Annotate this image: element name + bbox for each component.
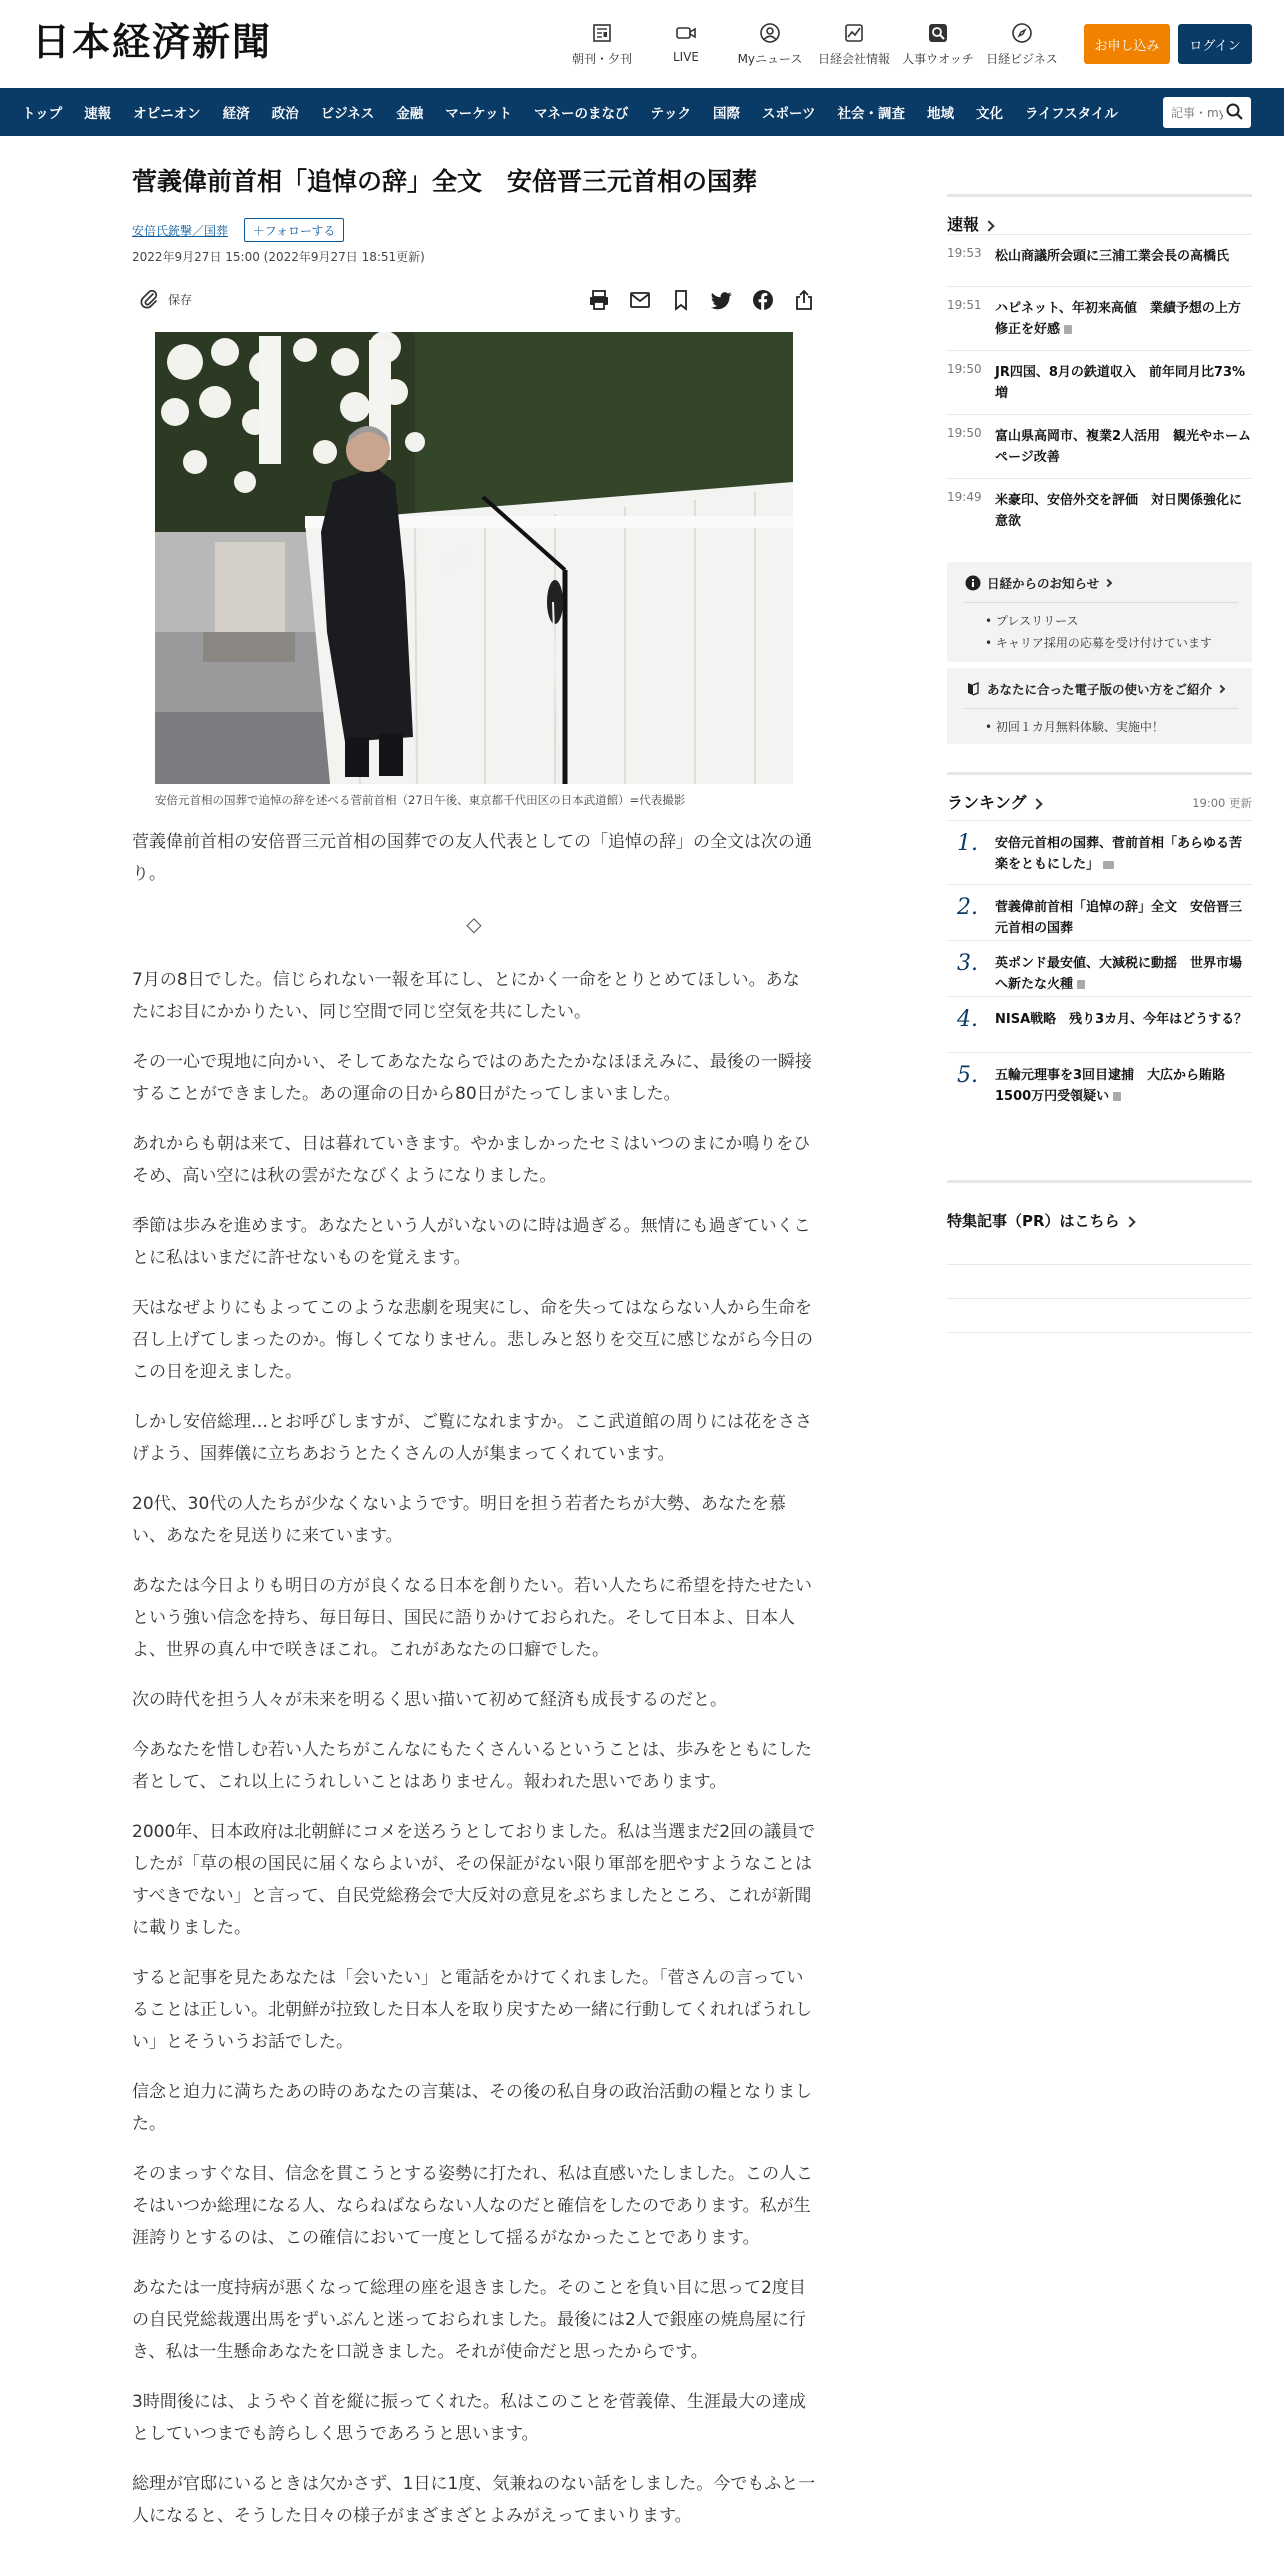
save-label: 保存 (168, 292, 193, 307)
share-icon[interactable] (792, 288, 816, 312)
header-nav-nikkei-business[interactable] (980, 20, 1064, 70)
digital-guide-divider (963, 708, 1238, 709)
article-paragraph: 今あなたを惜しむ若い人たちがこんなにもたくさんいるということは、歩みをともにした者として、これ以上にうれしいことはありません。報われた思いであります。 (132, 1740, 812, 1792)
flash-news-time: 19:50 (947, 426, 982, 440)
header-nav-personnel-watch[interactable] (896, 20, 980, 70)
nav-item[interactable]: テック (650, 106, 692, 122)
ranking-number: 5. (957, 1063, 978, 1088)
digital-guide-box (947, 668, 1252, 744)
lock-icon (1064, 325, 1072, 334)
chevron-right-icon (983, 220, 994, 231)
nikkei-notice-box (947, 562, 1252, 662)
share-buttons (570, 288, 816, 312)
ranking-text (995, 1065, 1252, 1107)
apply-button[interactable]: お申し込み (1084, 24, 1170, 64)
digital-guide-heading[interactable] (965, 680, 1224, 698)
nav-item[interactable]: ビジネス (320, 106, 375, 122)
pr-divider (947, 1264, 1252, 1265)
flash-news-headline: 富山県高岡市、複業2人活用 観光やホームページ改善 (995, 429, 1252, 465)
article-photo (155, 332, 793, 784)
article-paragraph: 2000年、日本政府は北朝鮮にコメを送ろうとしておりました。私は当選まだ2回の議員でしたが「草の根の国民に届くならよいが、その保証がない限り軍部を肥やすようなことはすべきでない」と言って、自民党総務会で大反対の意見をぶちましたところ、これが新聞に載りました。 (132, 1822, 816, 1938)
article-paragraph: すると記事を見たあなたは「会いたい」と電話をかけてくれました。「菅さんの言っていることは正しい。北朝鮮が拉致した日本人を取り戻すため一緒に行動してくれればうれしい」とそういうお話でした。 (132, 1968, 812, 2052)
nav-item[interactable]: 地域 (927, 106, 955, 122)
flash-news-item[interactable] (947, 414, 1252, 478)
article-paragraph: 総理が官邸にいるときは欠かさず、1日に1度、気兼ねのない話をしました。今でもふと一人になると、そうした日々の様子がまざまざとよみがえってまいります。 (132, 2474, 816, 2526)
paperclip-icon (138, 288, 160, 310)
digital-guide-heading-label: あなたに合った電子版の使い方をご紹介 (987, 682, 1213, 697)
flash-news-text (995, 246, 1252, 267)
header-nav-print-edition[interactable] (560, 20, 644, 70)
ranking-number: 2. (957, 895, 978, 920)
print-icon[interactable] (587, 288, 611, 312)
flash-news-text (995, 298, 1252, 340)
pr-divider (947, 1332, 1252, 1333)
info-icon (965, 575, 981, 591)
clip-icon[interactable] (669, 288, 693, 312)
nav-item[interactable]: マネーのまなび (534, 106, 629, 122)
login-button[interactable]: ログイン (1178, 24, 1252, 64)
flash-news-time: 19:50 (947, 362, 982, 376)
flash-news-headline: 松山商議所会頭に三浦工業会長の高橋氏 (995, 249, 1230, 264)
header-nav-mynews[interactable] (728, 20, 812, 70)
header-nav-label: 朝刊・夕刊 (571, 52, 632, 66)
header-nav-company-info[interactable] (812, 20, 896, 70)
follow-label: フォローする (264, 223, 336, 238)
header-nav-label: 日経会社情報 (817, 52, 890, 66)
notice-item-press-release[interactable]: • プレスリリース (985, 614, 1079, 628)
main-nav-bar (0, 88, 1284, 136)
notice-heading[interactable] (965, 574, 1111, 592)
search-input[interactable] (1171, 103, 1223, 122)
header-nav-label: Myニュース (737, 52, 803, 66)
flash-news-text (995, 490, 1252, 532)
follow-button[interactable] (244, 218, 344, 242)
nav-item[interactable]: 社会・調査 (837, 106, 906, 122)
notice-item-recruit[interactable]: • キャリア採用の応募を受け付けています (985, 636, 1212, 650)
article-paragraph: 7月の8日でした。信じられない一報を耳にし、とにかく一命をとりとめてほしい。あなたにお目にかかりたい、同じ空間で同じ空気を共にしたい。 (132, 970, 800, 1022)
nav-item[interactable]: スポーツ (762, 106, 816, 122)
lock-icon (1113, 1092, 1121, 1101)
nav-item[interactable]: 経済 (222, 106, 250, 122)
newspaper-icon (591, 22, 613, 44)
nav-item[interactable]: マーケット (445, 106, 513, 122)
ranking-item[interactable] (947, 884, 1252, 940)
video-icon (675, 22, 697, 44)
pr-heading[interactable] (947, 1210, 1134, 1231)
header-nav-label: LIVE (672, 50, 699, 64)
twitter-icon[interactable] (710, 288, 734, 312)
article-paragraph: しかし安倍総理…とお呼びしますが、ご覧になれますか。ここ武道館の周りには花をささげよう、国葬儀に立ちあおうとたくさんの人が集まってくれています。 (132, 1412, 812, 1464)
article-paragraph: 季節は歩みを進めます。あなたという人がいないのに時は過ぎる。無情にも過ぎていくことに私はいまだに許せないものを覚えます。 (132, 1216, 811, 1268)
site-logo[interactable]: 日本経済新聞 (32, 19, 273, 64)
mail-icon[interactable] (628, 288, 652, 312)
ranking-headline: 五輪元理事を3回目逮捕 大広から賄賂1500万円受領疑い (995, 1068, 1226, 1104)
notice-heading-label: 日経からのお知らせ (987, 576, 1100, 591)
ranking-text (995, 833, 1252, 875)
nav-item[interactable]: トップ (22, 106, 63, 122)
flash-news-headline: JR四国、8月の鉄道収入 前年同月比73%増 (995, 365, 1246, 401)
article-paragraph: 信念と迫力に満ちたあの時のあなたの言葉は、その後の私自身の政治活動の糧となりました。 (132, 2082, 812, 2134)
header-nav-live[interactable] (644, 20, 728, 70)
ranking-updated-time: 19:00 更新 (1192, 796, 1252, 810)
notice-divider (963, 602, 1238, 603)
ranking-item[interactable] (947, 940, 1252, 996)
ranking-item[interactable] (947, 820, 1252, 884)
flash-news-headline: 米豪印、安倍外交を評価 対日関係強化に意欲 (995, 493, 1243, 529)
ranking-headline: 菅義偉前首相「追悼の辞」全文 安倍晋三元首相の国葬 (995, 900, 1243, 936)
nav-item[interactable]: 文化 (976, 106, 1004, 122)
nav-item[interactable]: オピニオン (133, 106, 201, 122)
pr-divider (947, 1298, 1252, 1299)
header-nav-label: 日経ビジネス (986, 52, 1058, 66)
digital-guide-item-trial[interactable]: • 初回１カ月無料体験、実施中！ (985, 720, 1164, 734)
article-paragraph: 天はなぜよりにもよってこのような悲劇を現実にし、命を失ってはならない人から生命を召し上げてしまったのか。悔しくてなりません。悲しみと怒りを交互に感じながら今日のこの日を迎えました。 (132, 1298, 814, 1382)
article-title: 菅義偉前首相「追悼の辞」全文 安倍晋三元首相の国葬 (132, 167, 758, 196)
ranking-heading[interactable] (947, 790, 1041, 813)
pr-heading-label: 特集記事（PR）はこちら (947, 1212, 1120, 1230)
compass-icon (1011, 22, 1033, 44)
flash-news-item[interactable] (947, 350, 1252, 414)
header-nav (560, 20, 1064, 70)
save-button[interactable] (138, 288, 192, 310)
ranking-headline: 英ポンド最安値、大減税に動揺 世界市場へ新たな火種 (995, 956, 1243, 992)
ranking-headline: 安倍元首相の国葬、菅前首相「あらゆる苦楽をともにした」 (995, 836, 1243, 872)
pr-top-rule (947, 1180, 1252, 1183)
ranking-headline: NISA戦略 残り3カ月、今年はどうする？ (995, 1012, 1248, 1027)
chevron-right-icon (1217, 685, 1225, 693)
search-person-icon (927, 22, 949, 44)
flash-news-text (995, 426, 1252, 468)
notice-item-label: キャリア採用の応募を受け付けています (995, 636, 1212, 650)
flash-news-item[interactable] (947, 478, 1252, 534)
main-nav-items (22, 88, 1140, 136)
header-nav-label: 人事ウオッチ (902, 52, 974, 66)
flash-news-item[interactable] (947, 234, 1252, 286)
flash-news-time: 19:49 (947, 490, 982, 504)
topic-link[interactable]: 安倍氏銃撃／国葬 (132, 224, 229, 238)
article-body (132, 826, 816, 2550)
ranking-number: 1. (957, 831, 978, 856)
nav-item[interactable]: 政治 (271, 106, 299, 122)
ranking-heading-label: ランキング (947, 793, 1027, 812)
digital-guide-item-label: 初回１カ月無料体験、実施中！ (995, 720, 1164, 734)
ranking-item[interactable] (947, 1052, 1252, 1116)
sidebar-top-rule (947, 194, 1252, 197)
ranking-text (995, 897, 1252, 939)
article-paragraph: 3時間後には、ようやく首を縦に振ってくれた。私はこのことを菅義偉、生涯最大の達成としていつまでも誇らしく思うであろうと思います。 (132, 2392, 806, 2444)
article-paragraph: あなたは今日よりも明日の方が良くなる日本を創りたい。若い人たちに希望を持たせたいという強い信念を持ち、毎日毎日、国民に語りかけておられた。そして日本よ、日本人よ、世界の真ん中で咲きほこれ。これがあなたの口癖でした。 (132, 1576, 812, 1660)
nav-item[interactable]: 速報 (84, 106, 112, 122)
flash-news-item[interactable] (947, 286, 1252, 350)
notice-item-label: プレスリリース (995, 614, 1079, 628)
sidebar (947, 194, 1252, 1230)
article-paragraph: その一心で現地に向かい、そしてあなたならではのあたたかなほほえみに、最後の一瞬接することができました。あの運命の日から80日がたってしまいました。 (132, 1052, 812, 1104)
ranking-item[interactable] (947, 996, 1252, 1052)
flash-news-headline: ハピネット、年初来高値 業績予想の上方修正を好感 (995, 301, 1241, 337)
section-divider: ◇ (466, 912, 482, 936)
lock-icon (1077, 980, 1085, 989)
nav-item[interactable]: 金融 (396, 106, 424, 122)
site-header (0, 0, 1284, 88)
article-date: 2022年9月27日 15:00 (2022年9月27日 18:51更新) (132, 250, 425, 264)
flash-news-time: 19:53 (947, 246, 982, 260)
ranking-top-rule (947, 772, 1252, 775)
article-paragraph: 次の時代を担う人々が未来を明るく思い描いて初めて経済も成長するのだと。 (132, 1690, 727, 1710)
chart-icon (843, 22, 865, 44)
search-icon[interactable] (1225, 102, 1245, 122)
flash-news-text (995, 362, 1252, 404)
video-icon (1103, 861, 1114, 869)
photo-caption: 安倍元首相の国葬で追悼の辞を述べる菅前首相（27日午後、東京都千代田区の日本武道館）=代表撮影 (155, 793, 686, 807)
person-icon (759, 22, 781, 44)
flash-news-heading[interactable] (947, 212, 993, 235)
ranking-number: 3. (957, 951, 978, 976)
article-paragraph: 20代、30代の人たちが少なくないようです。明日を担う若者たちが大勢、あなたを慕い、あなたを見送りに来ています。 (132, 1494, 786, 1546)
article-paragraph: そのまっすぐな目、信念を貫こうとする姿勢に打たれ、私は直感いたしました。この人こそはいつか総理になる人、ならねばならない人なのだと確信をしたのであります。私が生涯誇りとするのは、この確信において一度として揺るがなかったことであります。 (132, 2164, 814, 2248)
flash-news-time: 19:51 (947, 298, 982, 312)
search-box[interactable] (1163, 97, 1251, 128)
ranking-text (995, 1009, 1252, 1030)
article-paragraph: あれからも朝は来て、日は暮れていきます。やかましかったセミはいつのまにか鳴りをひそめ、高い空には秋の雲がたなびくようになりました。 (132, 1134, 811, 1186)
ranking-number: 4. (957, 1007, 978, 1032)
plus-icon: ＋ (252, 223, 265, 238)
article-paragraph: あなたは一度持病が悪くなって総理の座を退きました。そのことを負い目に思って2度目の自民党総裁選出馬をずいぶんと迷っておられました。最後には2人で銀座の焼鳥屋に行き、私は一生懸命あなたを口説きました。それが使命だと思ったからです。 (132, 2278, 806, 2362)
facebook-icon[interactable] (751, 288, 775, 312)
nav-item[interactable]: ライフスタイル (1025, 106, 1118, 122)
chevron-right-icon (1031, 798, 1042, 809)
nav-item[interactable]: 国際 (713, 106, 741, 122)
ranking-text (995, 953, 1252, 995)
chevron-right-icon (1124, 1216, 1135, 1227)
book-icon (965, 681, 981, 697)
chevron-right-icon (1104, 579, 1112, 587)
article-lead: 菅義偉前首相の安倍晋三元首相の国葬での友人代表としての「追悼の辞」の全文は次の通り。 (132, 832, 812, 884)
flash-news-heading-label: 速報 (947, 215, 980, 234)
article-toolbar (132, 282, 816, 316)
